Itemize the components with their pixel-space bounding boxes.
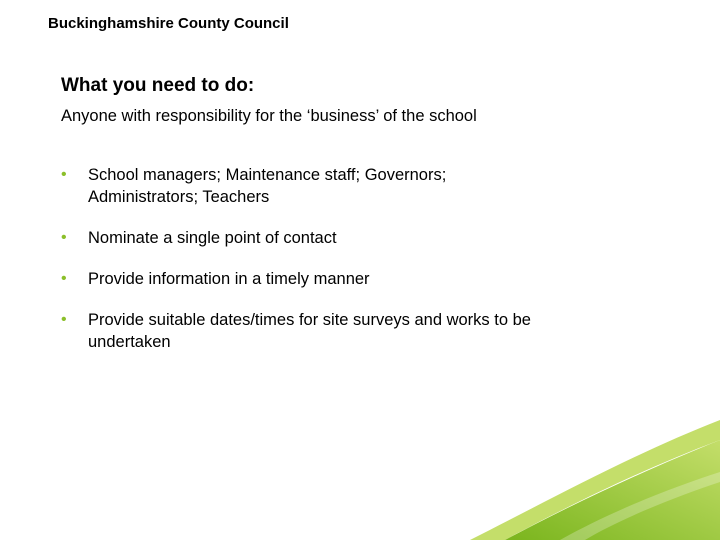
swoosh-main: [505, 440, 720, 540]
bullet-item: [61, 164, 661, 208]
bullet-text-line: Provide suitable dates/times for site surveys and works to be: [88, 311, 531, 329]
bullet-text-line: Provide information in a timely manner: [88, 270, 370, 288]
bullet-list: [61, 164, 661, 353]
swoosh-highlight: [560, 472, 720, 540]
bullet-text-line: Nominate a single point of contact: [88, 229, 337, 247]
bullet-icon: •: [61, 311, 67, 328]
slide-heading: What you need to do:: [61, 75, 255, 96]
slide-subheading: Anyone with responsibility for the ‘business’ of the school: [61, 107, 477, 125]
bullet-text-line: Administrators; Teachers: [88, 188, 270, 206]
organization-name: Buckinghamshire County Council: [48, 15, 289, 32]
bullet-icon: •: [61, 166, 67, 183]
bullet-item: [61, 227, 661, 249]
bullet-icon: •: [61, 270, 67, 287]
bullet-icon: •: [61, 229, 67, 246]
bullet-item: [61, 268, 661, 290]
bullet-text-line: School managers; Maintenance staff; Governors;: [88, 166, 447, 184]
bullet-text-line: undertaken: [88, 333, 171, 351]
bullet-item: [61, 309, 661, 353]
swoosh-light: [470, 420, 720, 540]
